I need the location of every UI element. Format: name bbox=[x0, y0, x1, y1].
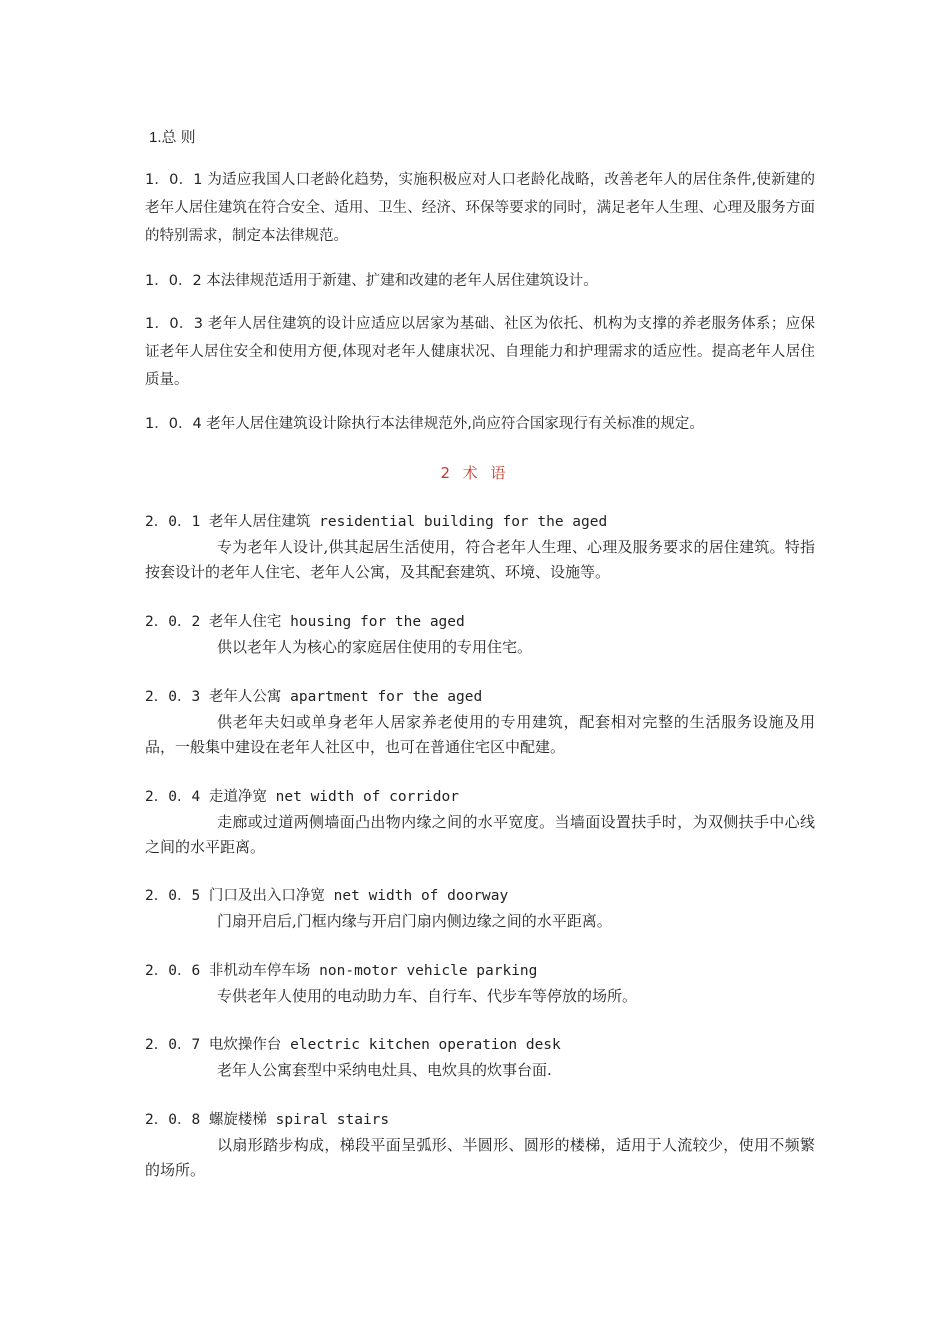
clause-1-0-1: 1．0．1 为适应我国人口老龄化趋势，实施积极应对人口老龄化战略，改善老年人的居住条件,使新建的老年人居住建筑在符合安全、适用、卫生、经济、环保等要求的同时，满足老年人生理、心理及服务方面的特别需求，制定本法律规范。 bbox=[145, 172, 815, 244]
clause-1-0-3: 1．0．3 老年人居住建筑的设计应适应以居家为基础、社区为依托、机构为支撑的养老服务体系；应保证老年人居住安全和使用方便,体现对老年人健康状况、自理能力和护理需求的适应性。提高老年人居住质量。 bbox=[145, 316, 815, 388]
term-heading: 2．0．1 老年人居住建筑 residential building for the aged bbox=[145, 514, 608, 530]
term-definition: 门扇开启后,门框内缘与开启门扇内侧边缘之间的水平距离。 bbox=[217, 912, 612, 930]
term-heading: 2．0．3 老年人公寓 apartment for the aged bbox=[145, 689, 483, 705]
term-heading: 2．0．8 螺旋楼梯 spiral stairs bbox=[145, 1112, 390, 1128]
term-definition: 供以老年人为核心的家庭居住使用的专用住宅。 bbox=[217, 638, 533, 656]
term-heading: 2．0．5 门口及出入口净宽 net width of doorway bbox=[145, 888, 509, 904]
term-heading: 2．0．2 老年人住宅 housing for the aged bbox=[145, 614, 465, 630]
term-2-0-4 bbox=[145, 785, 815, 860]
section-2-title: 2 术 语 bbox=[440, 464, 510, 482]
term-2-0-8 bbox=[145, 1108, 815, 1183]
term-2-0-3 bbox=[145, 685, 815, 760]
term-definition: 专供老年人使用的电动助力车、自行车、代步车等停放的场所。 bbox=[217, 987, 638, 1005]
term-heading: 2．0．7 电炊操作台 electric kitchen operation desk bbox=[145, 1037, 561, 1053]
term-heading: 2．0．4 走道净宽 net width of corridor bbox=[145, 789, 459, 805]
term-definition: 走廊或过道两侧墙面凸出物内缘之间的水平宽度。当墙面设置扶手时，为双侧扶手中心线之间的水平距离。 bbox=[145, 813, 815, 856]
term-definition: 老年人公寓套型中采纳电灶具、电炊具的炊事台面. bbox=[217, 1061, 552, 1079]
term-definition: 专为老年人设计,供其起居生活使用，符合老年人生理、心理及服务要求的居住建筑。特指按套设计的老年人住宅、老年人公寓，及其配套建筑、环境、设施等。 bbox=[145, 538, 815, 581]
term-2-0-1 bbox=[145, 510, 815, 585]
term-heading: 2．0．6 非机动车停车场 non-motor vehicle parking bbox=[145, 963, 538, 979]
term-2-0-5 bbox=[145, 884, 815, 934]
section-1-title: 1.总 则 bbox=[149, 129, 196, 146]
term-2-0-6 bbox=[145, 959, 815, 1009]
term-definition: 供老年夫妇或单身老年人居家养老使用的专用建筑，配套相对完整的生活服务设施及用品，一般集中建设在老年人社区中，也可在普通住宅区中配建。 bbox=[145, 713, 815, 756]
clause-1-0-2: 1．0．2 本法律规范适用于新建、扩建和改建的老年人居住建筑设计。 bbox=[145, 273, 598, 289]
term-definition: 以扇形踏步构成，梯段平面呈弧形、半圆形、圆形的楼梯，适用于人流较少，使用不频繁的场所。 bbox=[145, 1136, 815, 1179]
term-2-0-7 bbox=[145, 1033, 815, 1083]
clause-1-0-4: 1．0．4 老年人居住建筑设计除执行本法律规范外,尚应符合国家现行有关标准的规定。 bbox=[145, 416, 704, 432]
term-2-0-2 bbox=[145, 610, 815, 660]
